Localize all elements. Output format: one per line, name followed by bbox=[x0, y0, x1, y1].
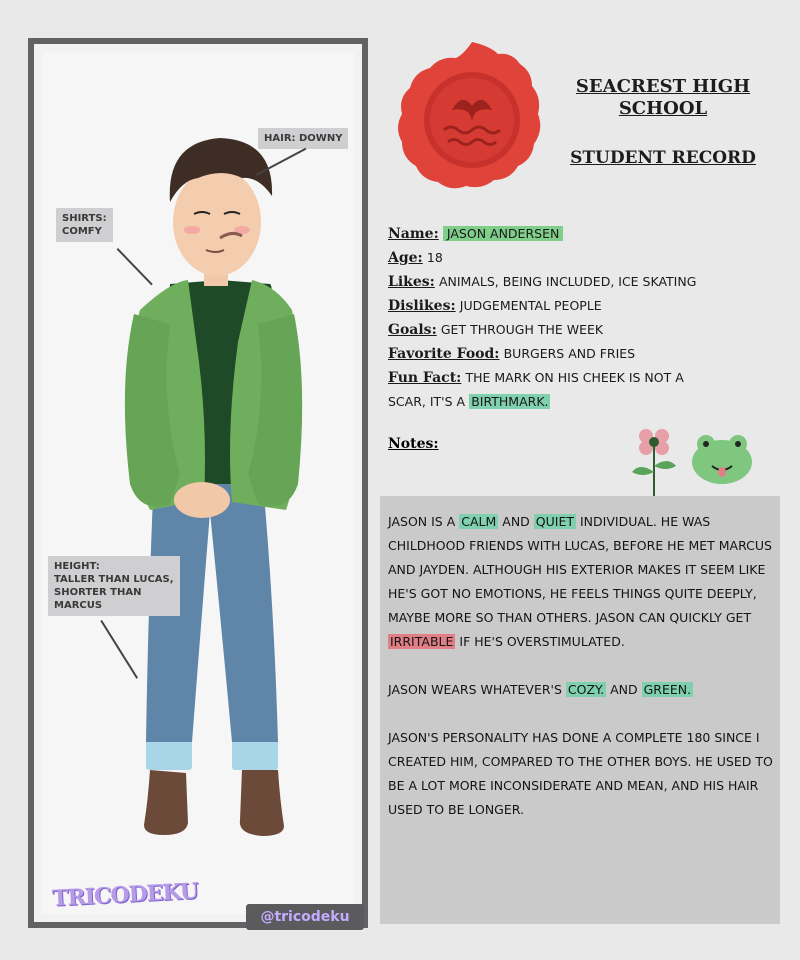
goals-row bbox=[388, 318, 788, 342]
dislikes-row bbox=[388, 294, 788, 318]
name-label: Name: bbox=[388, 226, 439, 242]
age-label: Age: bbox=[388, 250, 423, 266]
notes-paragraph-1 bbox=[388, 510, 774, 654]
notes-highlight-calm: CALM bbox=[461, 514, 497, 529]
likes-value: ANIMALS, BEING INCLUDED, ICE SKATING bbox=[438, 274, 697, 289]
shirts-label-line1: SHIRTS: bbox=[62, 213, 107, 224]
age-value: 18 bbox=[426, 250, 443, 265]
shirts-label bbox=[56, 208, 113, 242]
notes-p1-text-d: IF HE'S OVERSTIMULATED. bbox=[459, 634, 625, 649]
notes-panel bbox=[380, 496, 780, 924]
notes-p1-text-b: AND bbox=[502, 514, 530, 529]
shirts-label-line2: COMFY bbox=[62, 226, 102, 237]
fun-fact-label: Fun Fact: bbox=[388, 370, 462, 386]
hair-label bbox=[258, 128, 348, 149]
artist-signature: TRICODEKU bbox=[51, 878, 199, 912]
character-illustration bbox=[42, 52, 366, 926]
notes-paragraph-3: JASON'S PERSONALITY HAS DONE A COMPLETE 180 SINCE I CREATED HIM, COMPARED TO THE OTHER BOYS. HE USED TO BE A LOT MORE INCONSIDERATE AND MEAN, AND HIS HAIR USED TO BE LONGER. bbox=[388, 730, 773, 817]
height-label-line2: TALLER THAN LUCAS, bbox=[54, 574, 174, 585]
fun-fact-birthmark: BIRTHMARK. bbox=[471, 394, 549, 409]
school-name-line2: SCHOOL bbox=[618, 98, 708, 119]
fun-fact-row bbox=[388, 366, 788, 390]
school-name bbox=[560, 76, 766, 120]
school-name-line1: SEACREST HIGH bbox=[575, 76, 751, 97]
portrait-frame bbox=[28, 38, 368, 928]
food-label: Favorite Food: bbox=[388, 346, 500, 362]
goals-label: Goals: bbox=[388, 322, 437, 338]
height-label-line4: MARCUS bbox=[54, 600, 103, 611]
notes-p2-text-a: JASON WEARS WHATEVER'S bbox=[388, 682, 562, 697]
height-label-line3: SHORTER THAN bbox=[54, 587, 142, 598]
record-title: STUDENT RECORD bbox=[570, 148, 756, 168]
fun-fact-row-2 bbox=[388, 390, 788, 414]
notes-highlight-green: GREEN. bbox=[643, 682, 692, 697]
food-row bbox=[388, 342, 788, 366]
notes-p1-text-a: JASON IS A bbox=[388, 514, 456, 529]
notes-label: Notes: bbox=[388, 436, 439, 452]
likes-label: Likes: bbox=[388, 274, 435, 290]
hair-label-text: HAIR: DOWNY bbox=[264, 133, 343, 144]
dislikes-value: JUDGEMENTAL PEOPLE bbox=[459, 298, 602, 313]
age-row bbox=[388, 246, 788, 270]
notes-p2-text-b: AND bbox=[610, 682, 638, 697]
notes-paragraph-2 bbox=[388, 678, 774, 702]
student-fields bbox=[388, 222, 788, 414]
likes-row bbox=[388, 270, 788, 294]
flower-and-frog-icon bbox=[626, 420, 766, 500]
dislikes-label: Dislikes: bbox=[388, 298, 456, 314]
notes-highlight-cozy: COZY. bbox=[567, 682, 605, 697]
wax-seal-icon bbox=[392, 38, 552, 198]
fun-fact-value-line2: SCAR, IT'S A bbox=[388, 394, 466, 409]
name-row bbox=[388, 222, 788, 246]
height-label bbox=[48, 556, 180, 616]
fun-fact-value-line1: THE MARK ON HIS CHEEK IS NOT A bbox=[465, 370, 684, 385]
notes-highlight-irritable: IRRITABLE bbox=[390, 634, 454, 649]
food-value: BURGERS AND FRIES bbox=[503, 346, 636, 361]
artist-handle: @tricodeku bbox=[246, 904, 364, 930]
portrait-area bbox=[42, 52, 354, 925]
height-label-line1: HEIGHT: bbox=[54, 561, 100, 572]
goals-value: GET THROUGH THE WEEK bbox=[440, 322, 604, 337]
notes-p1-text-c: INDIVIDUAL. HE WAS CHILDHOOD FRIENDS WITH LUCAS, BEFORE HE MET MARCUS AND JAYDEN. ALTHOUGH HIS EXTERIOR MAKES IT SEEM LIKE HE'S GOT NO EMOTIONS, HE FEELS THINGS QUITE DEEPLY, MAYBE MORE SO THAN OTHERS. JASON CAN QUICKLY GET bbox=[388, 514, 772, 625]
name-value: JASON ANDERSEN bbox=[443, 226, 563, 241]
notes-highlight-quiet: QUIET bbox=[535, 514, 574, 529]
notes-body bbox=[388, 510, 774, 846]
